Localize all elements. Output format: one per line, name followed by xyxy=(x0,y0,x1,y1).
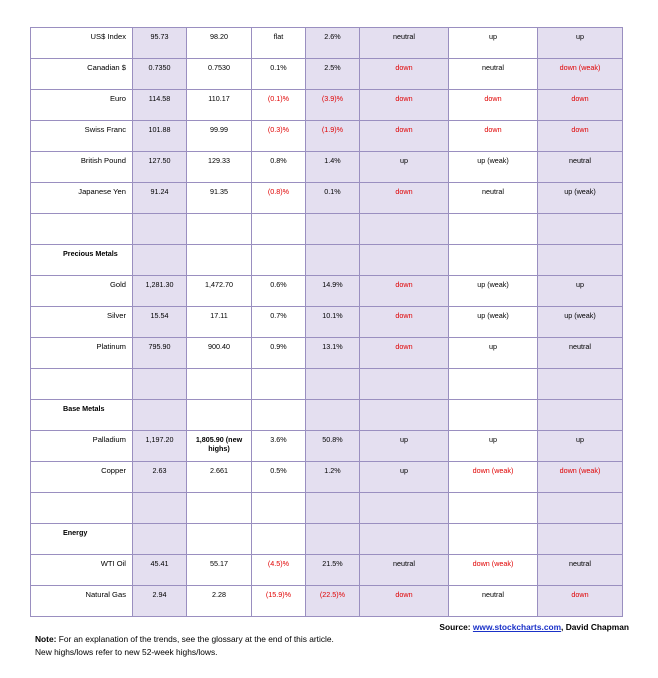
table-row xyxy=(31,59,623,90)
empty-cell xyxy=(360,400,449,431)
cell-value: 795.90 xyxy=(148,342,171,351)
value-cell xyxy=(133,462,187,493)
empty-cell xyxy=(31,214,133,245)
source-link[interactable]: www.stockcharts.com xyxy=(472,622,562,632)
value-cell xyxy=(306,152,360,183)
value-cell xyxy=(306,28,360,59)
cell-value: 101.88 xyxy=(148,125,171,134)
cell-value: down (weak) xyxy=(472,559,514,568)
value-cell xyxy=(187,555,252,586)
empty-cell xyxy=(538,400,623,431)
value-cell xyxy=(449,431,538,462)
cell-value: up xyxy=(489,342,497,351)
value-cell xyxy=(538,59,623,90)
cell-value: down xyxy=(395,342,413,351)
cell-value: (0.8)% xyxy=(267,187,290,196)
value-cell xyxy=(187,152,252,183)
value-cell xyxy=(449,90,538,121)
empty-cell xyxy=(538,369,623,400)
value-cell xyxy=(449,121,538,152)
cell-value: 2.6% xyxy=(324,32,341,41)
value-cell xyxy=(252,152,306,183)
value-cell xyxy=(538,462,623,493)
value-cell xyxy=(252,462,306,493)
cell-value: down xyxy=(395,63,413,72)
value-cell xyxy=(187,121,252,152)
empty-cell xyxy=(252,245,306,276)
empty-cell xyxy=(360,493,449,524)
asset-name: US$ Index xyxy=(90,32,126,41)
value-cell xyxy=(538,152,623,183)
cell-value: neutral xyxy=(569,156,591,165)
table-row xyxy=(31,307,623,338)
cell-value: up (weak) xyxy=(477,311,509,320)
value-cell xyxy=(133,586,187,617)
value-cell xyxy=(360,462,449,493)
empty-cell xyxy=(449,524,538,555)
cell-value: (3.9)% xyxy=(321,94,344,103)
cell-value: 2.28 xyxy=(212,590,226,599)
row-label xyxy=(31,59,133,90)
value-cell xyxy=(133,28,187,59)
source-line xyxy=(439,622,629,632)
value-cell xyxy=(187,431,252,462)
cell-value: 1,472.70 xyxy=(205,280,233,289)
value-cell xyxy=(538,121,623,152)
table-row xyxy=(31,338,623,369)
cell-value: down xyxy=(571,125,589,134)
row-label xyxy=(31,586,133,617)
table-row xyxy=(31,183,623,214)
cell-value: 0.8% xyxy=(270,156,287,165)
empty-cell xyxy=(252,524,306,555)
value-cell xyxy=(360,28,449,59)
spacer-row xyxy=(31,493,623,524)
value-cell xyxy=(306,431,360,462)
asset-name: Swiss Franc xyxy=(84,125,126,134)
cell-value: 900.40 xyxy=(208,342,230,351)
empty-cell xyxy=(360,214,449,245)
asset-name: Gold xyxy=(109,280,126,289)
empty-cell xyxy=(449,493,538,524)
cell-value: neutral xyxy=(482,187,504,196)
table-row xyxy=(31,462,623,493)
value-cell xyxy=(449,586,538,617)
row-label xyxy=(31,152,133,183)
table-row xyxy=(31,28,623,59)
asset-name: Euro xyxy=(109,94,126,103)
cell-value: (1.9)% xyxy=(321,125,344,134)
section-row xyxy=(31,400,623,431)
empty-cell xyxy=(252,214,306,245)
cell-value: (15.9)% xyxy=(265,590,292,599)
value-cell xyxy=(449,183,538,214)
note-line-1: For an explanation of the trends, see the glossary at the end of this article. xyxy=(56,634,334,644)
cell-value: (22.5)% xyxy=(319,590,346,599)
value-cell xyxy=(449,462,538,493)
empty-cell xyxy=(360,245,449,276)
value-cell xyxy=(306,121,360,152)
cell-value: 91.35 xyxy=(210,187,228,196)
cell-value: 2.94 xyxy=(152,590,167,599)
cell-value: neutral xyxy=(393,559,415,568)
cell-value: (4.5)% xyxy=(267,559,290,568)
value-cell xyxy=(360,307,449,338)
cell-value: 45.41 xyxy=(150,559,169,568)
empty-cell xyxy=(306,245,360,276)
value-cell xyxy=(360,586,449,617)
cell-value: 17.11 xyxy=(210,311,228,320)
cell-value: up (weak) xyxy=(477,280,509,289)
value-cell xyxy=(252,90,306,121)
cell-value: 1,281.30 xyxy=(145,280,174,289)
value-cell xyxy=(360,431,449,462)
value-cell xyxy=(133,555,187,586)
value-cell xyxy=(449,28,538,59)
cell-value: down (weak) xyxy=(559,466,601,475)
cell-value: 2.5% xyxy=(324,63,341,72)
cell-value: up xyxy=(576,32,584,41)
cell-value: up xyxy=(576,280,584,289)
cell-value: down (weak) xyxy=(472,466,514,475)
trend-table xyxy=(30,27,623,617)
cell-value: 3.6% xyxy=(270,435,287,444)
empty-cell xyxy=(187,400,252,431)
value-cell xyxy=(252,121,306,152)
cell-value: 0.5% xyxy=(270,466,287,475)
cell-value: 2.63 xyxy=(152,466,167,475)
asset-name: Natural Gas xyxy=(85,590,126,599)
value-cell xyxy=(306,338,360,369)
empty-cell xyxy=(133,400,187,431)
value-cell xyxy=(360,59,449,90)
value-cell xyxy=(133,121,187,152)
cell-value: 13.1% xyxy=(322,342,343,351)
cell-value: flat xyxy=(273,32,284,41)
asset-name: WTI Oil xyxy=(100,559,126,568)
value-cell xyxy=(187,276,252,307)
empty-cell xyxy=(187,493,252,524)
cell-value: up xyxy=(489,435,497,444)
row-label xyxy=(31,90,133,121)
value-cell xyxy=(187,307,252,338)
empty-cell xyxy=(306,493,360,524)
value-cell xyxy=(360,152,449,183)
value-cell xyxy=(449,152,538,183)
cell-value: 98.20 xyxy=(210,32,228,41)
row-label xyxy=(31,28,133,59)
value-cell xyxy=(360,338,449,369)
empty-cell xyxy=(133,493,187,524)
value-cell xyxy=(538,183,623,214)
cell-value: up xyxy=(489,32,497,41)
source-prefix: Source: xyxy=(439,622,473,632)
value-cell xyxy=(187,183,252,214)
note-label: Note: xyxy=(35,634,57,644)
asset-name: Palladium xyxy=(92,435,126,444)
value-cell xyxy=(538,586,623,617)
cell-value: 0.7% xyxy=(270,311,287,320)
empty-cell xyxy=(538,524,623,555)
empty-cell xyxy=(252,400,306,431)
value-cell xyxy=(252,59,306,90)
section-row xyxy=(31,524,623,555)
cell-value: up xyxy=(400,435,408,444)
cell-value: 110.17 xyxy=(208,94,230,103)
footnote xyxy=(35,633,334,659)
section-header xyxy=(31,524,133,555)
cell-value: down xyxy=(484,125,502,134)
value-cell xyxy=(252,338,306,369)
empty-cell xyxy=(538,245,623,276)
value-cell xyxy=(449,276,538,307)
table-row xyxy=(31,276,623,307)
cell-value: 0.1% xyxy=(270,63,287,72)
cell-value: 0.9% xyxy=(270,342,287,351)
value-cell xyxy=(306,462,360,493)
value-cell xyxy=(133,59,187,90)
cell-value: 114.58 xyxy=(148,94,171,103)
empty-cell xyxy=(449,400,538,431)
cell-value: 0.1% xyxy=(324,187,341,196)
empty-cell xyxy=(31,493,133,524)
cell-value: (0.1)% xyxy=(267,94,290,103)
cell-value: down xyxy=(395,280,413,289)
empty-cell xyxy=(306,400,360,431)
empty-cell xyxy=(360,524,449,555)
empty-cell xyxy=(133,245,187,276)
row-label xyxy=(31,307,133,338)
cell-value: down xyxy=(395,125,413,134)
value-cell xyxy=(133,338,187,369)
empty-cell xyxy=(306,369,360,400)
cell-value: down xyxy=(395,187,413,196)
cell-value: 2.661 xyxy=(210,466,228,475)
value-cell xyxy=(306,90,360,121)
row-label xyxy=(31,121,133,152)
value-cell xyxy=(306,586,360,617)
cell-value: 1.2% xyxy=(324,466,341,475)
value-cell xyxy=(133,307,187,338)
value-cell xyxy=(538,90,623,121)
asset-name: Canadian $ xyxy=(87,63,126,72)
cell-value: 0.7530 xyxy=(208,63,230,72)
empty-cell xyxy=(449,369,538,400)
cell-value: 1.4% xyxy=(324,156,341,165)
value-cell xyxy=(360,183,449,214)
cell-value: 15.54 xyxy=(150,311,169,320)
table-row xyxy=(31,152,623,183)
value-cell xyxy=(306,307,360,338)
row-label xyxy=(31,338,133,369)
section-label: Precious Metals xyxy=(63,249,118,258)
empty-cell xyxy=(538,214,623,245)
empty-cell xyxy=(31,369,133,400)
empty-cell xyxy=(306,214,360,245)
table-row xyxy=(31,90,623,121)
row-label xyxy=(31,276,133,307)
value-cell xyxy=(187,90,252,121)
value-cell xyxy=(360,555,449,586)
cell-value: neutral xyxy=(482,63,504,72)
value-cell xyxy=(252,431,306,462)
cell-value: 95.73 xyxy=(150,32,169,41)
section-row xyxy=(31,245,623,276)
cell-value: 1,197.20 xyxy=(145,435,174,444)
cell-value: neutral xyxy=(482,590,504,599)
empty-cell xyxy=(449,214,538,245)
section-header xyxy=(31,245,133,276)
row-label xyxy=(31,462,133,493)
row-label xyxy=(31,183,133,214)
cell-value: down (weak) xyxy=(559,63,601,72)
cell-value: up xyxy=(576,435,584,444)
cell-value: up xyxy=(400,466,408,475)
empty-cell xyxy=(133,369,187,400)
cell-value: 50.8% xyxy=(322,435,343,444)
spacer-row xyxy=(31,214,623,245)
empty-cell xyxy=(133,524,187,555)
section-label: Base Metals xyxy=(63,404,105,413)
table-row xyxy=(31,555,623,586)
value-cell xyxy=(306,276,360,307)
value-cell xyxy=(538,28,623,59)
value-cell xyxy=(252,276,306,307)
cell-value: 55.17 xyxy=(210,559,228,568)
cell-value: down xyxy=(395,311,413,320)
value-cell xyxy=(187,28,252,59)
cell-value: 0.7350 xyxy=(148,63,171,72)
cell-value: down xyxy=(571,94,589,103)
asset-name: Japanese Yen xyxy=(78,187,126,196)
cell-value: down xyxy=(484,94,502,103)
empty-cell xyxy=(133,214,187,245)
value-cell xyxy=(449,338,538,369)
value-cell xyxy=(306,555,360,586)
cell-value: neutral xyxy=(569,342,591,351)
table-row xyxy=(31,431,623,462)
value-cell xyxy=(360,276,449,307)
cell-value: 21.5% xyxy=(322,559,343,568)
value-cell xyxy=(133,431,187,462)
value-cell xyxy=(538,276,623,307)
asset-name: Copper xyxy=(101,466,126,475)
asset-name: Platinum xyxy=(96,342,126,351)
table-row xyxy=(31,586,623,617)
value-cell xyxy=(187,462,252,493)
value-cell xyxy=(306,183,360,214)
value-cell xyxy=(133,276,187,307)
empty-cell xyxy=(360,369,449,400)
empty-cell xyxy=(187,524,252,555)
value-cell xyxy=(538,338,623,369)
table-row xyxy=(31,121,623,152)
value-cell xyxy=(252,555,306,586)
note-line-2: New highs/lows refer to new 52-week highs/lows. xyxy=(35,647,218,657)
value-cell xyxy=(252,307,306,338)
cell-value: 1,805.90 (new highs) xyxy=(195,435,243,453)
value-cell xyxy=(252,586,306,617)
cell-value: down xyxy=(395,590,413,599)
value-cell xyxy=(133,90,187,121)
cell-value: neutral xyxy=(393,32,415,41)
value-cell xyxy=(449,307,538,338)
value-cell xyxy=(133,152,187,183)
cell-value: up (weak) xyxy=(564,187,596,196)
empty-cell xyxy=(306,524,360,555)
value-cell xyxy=(306,59,360,90)
cell-value: 10.1% xyxy=(322,311,343,320)
empty-cell xyxy=(187,369,252,400)
value-cell xyxy=(360,90,449,121)
empty-cell xyxy=(252,369,306,400)
value-cell xyxy=(538,307,623,338)
cell-value: 129.33 xyxy=(208,156,230,165)
cell-value: down xyxy=(571,590,589,599)
row-label xyxy=(31,555,133,586)
value-cell xyxy=(538,555,623,586)
asset-name: British Pound xyxy=(80,156,126,165)
section-label: Energy xyxy=(63,528,88,537)
empty-cell xyxy=(538,493,623,524)
value-cell xyxy=(187,338,252,369)
empty-cell xyxy=(187,214,252,245)
value-cell xyxy=(449,555,538,586)
empty-cell xyxy=(449,245,538,276)
empty-cell xyxy=(252,493,306,524)
cell-value: 0.6% xyxy=(270,280,287,289)
empty-cell xyxy=(187,245,252,276)
cell-value: up (weak) xyxy=(477,156,509,165)
cell-value: (0.3)% xyxy=(267,125,290,134)
value-cell xyxy=(252,183,306,214)
cell-value: up xyxy=(400,156,408,165)
cell-value: 127.50 xyxy=(148,156,171,165)
cell-value: up (weak) xyxy=(564,311,596,320)
spacer-row xyxy=(31,369,623,400)
cell-value: down xyxy=(395,94,413,103)
value-cell xyxy=(360,121,449,152)
asset-name: Silver xyxy=(107,311,126,320)
row-label xyxy=(31,431,133,462)
cell-value: neutral xyxy=(569,559,591,568)
section-header xyxy=(31,400,133,431)
cell-value: 99.99 xyxy=(210,125,228,134)
value-cell xyxy=(187,586,252,617)
value-cell xyxy=(252,28,306,59)
source-author: , David Chapman xyxy=(561,622,629,632)
value-cell xyxy=(538,431,623,462)
value-cell xyxy=(449,59,538,90)
value-cell xyxy=(133,183,187,214)
cell-value: 14.9% xyxy=(322,280,343,289)
cell-value: 91.24 xyxy=(150,187,169,196)
value-cell xyxy=(187,59,252,90)
